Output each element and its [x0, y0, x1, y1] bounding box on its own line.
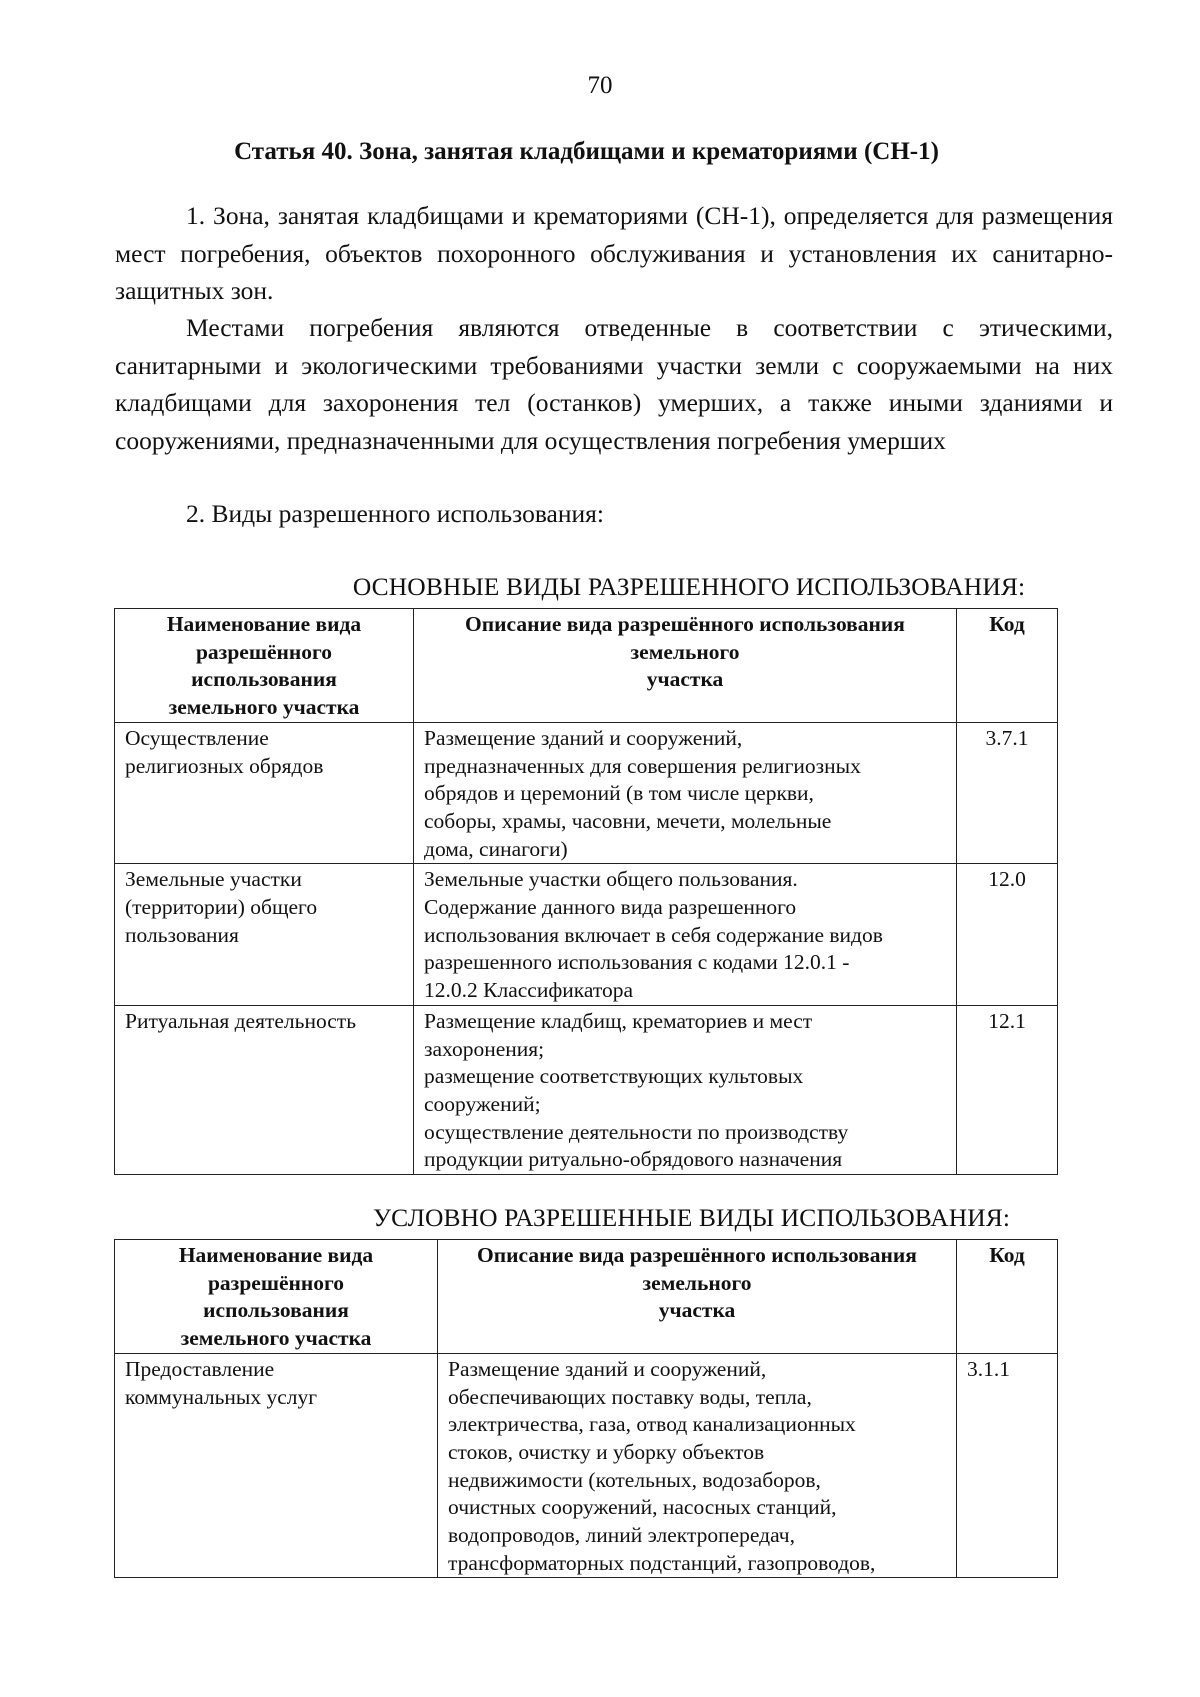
paragraph-2-text: Местами погребения являются отведенные в соответствии с этическими, санитарными и экологическими требованиями участки земли с сооружаемыми на них кладбищами для захоронения тел (останков) умерших, а также иными зданиями и сооружениями, предназначенными для осуществления погребения умерших	[115, 313, 1113, 455]
table-header-row	[115, 1240, 1058, 1354]
paragraph-2	[115, 309, 1113, 459]
table-row	[115, 1005, 1058, 1174]
conditional-uses-table	[114, 1239, 1058, 1578]
paragraph-1	[115, 197, 1113, 310]
header-description: Описание вида разрешённого использования земельного участка	[414, 609, 957, 723]
header-name: Наименование вида разрешённого использования земельного участка	[115, 1240, 438, 1354]
row-description: Размещение зданий и сооружений, предназначенных для совершения религиозных обрядов и церемоний (в том числе церкви, соборы, храмы, часовни, мечети, молельные дома, синагоги)	[414, 722, 957, 864]
main-uses-table-title: ОСНОВНЫЕ ВИДЫ РАЗРЕШЕННОГО ИСПОЛЬЗОВАНИЯ:	[352, 572, 1026, 601]
table-row	[115, 864, 1058, 1006]
row-name: Ритуальная деятельность	[115, 1005, 414, 1174]
row-name: Осуществление религиозных обрядов	[115, 722, 414, 864]
table-row	[115, 722, 1058, 864]
paragraph-3	[115, 495, 1113, 533]
row-description: Размещение кладбищ, крематориев и мест захоронения; размещение соответствующих культовых сооружений; осуществление деятельности по производству продукции ритуально-обрядового назначения	[414, 1005, 957, 1174]
row-name: Земельные участки (территории) общего пользования	[115, 864, 414, 1006]
paragraph-3-text: 2. Виды разрешенного использования:	[186, 499, 604, 528]
paragraph-1-text: 1. Зона, занятая кладбищами и крематориями (СН-1), определяется для размещения мест погребения, объектов похоронного обслуживания и установления их санитарно-защитных зон.	[115, 201, 1113, 305]
row-description: Размещение зданий и сооружений, обеспечивающих поставку воды, тепла, электричества, газа, отвод канализационных стоков, очистку и уборку объектов недвижимости (котельных, водозаборов, очистных сооружений, насосных станций, водопроводов, линий электропередач, трансформаторных подстанций, газопроводов,	[438, 1353, 957, 1578]
header-code: Код	[957, 1240, 1058, 1354]
header-description: Описание вида разрешённого использования земельного участка	[438, 1240, 957, 1354]
conditional-uses-table-title: УСЛОВНО РАЗРЕШЕННЫЕ ВИДЫ ИСПОЛЬЗОВАНИЯ:	[372, 1203, 1011, 1232]
page-number: 70	[587, 72, 613, 99]
row-code: 12.1	[957, 1005, 1058, 1174]
table-row	[115, 1353, 1058, 1578]
table-header-row	[115, 609, 1058, 723]
row-code: 12.0	[957, 864, 1058, 1006]
main-uses-table	[114, 608, 1058, 1175]
article-title: Статья 40. Зона, занятая кладбищами и крематориями (СН-1)	[234, 138, 939, 165]
header-code: Код	[957, 609, 1058, 723]
row-code: 3.7.1	[957, 722, 1058, 864]
row-name: Предоставление коммунальных услуг	[115, 1353, 438, 1578]
header-name: Наименование вида разрешённого использования земельного участка	[115, 609, 414, 723]
row-code: 3.1.1	[957, 1353, 1058, 1578]
row-description: Земельные участки общего пользования. Содержание данного вида разрешенного использования включает в себя содержание видов разрешенного использования с кодами 12.0.1 - 12.0.2 Классификатора	[414, 864, 957, 1006]
